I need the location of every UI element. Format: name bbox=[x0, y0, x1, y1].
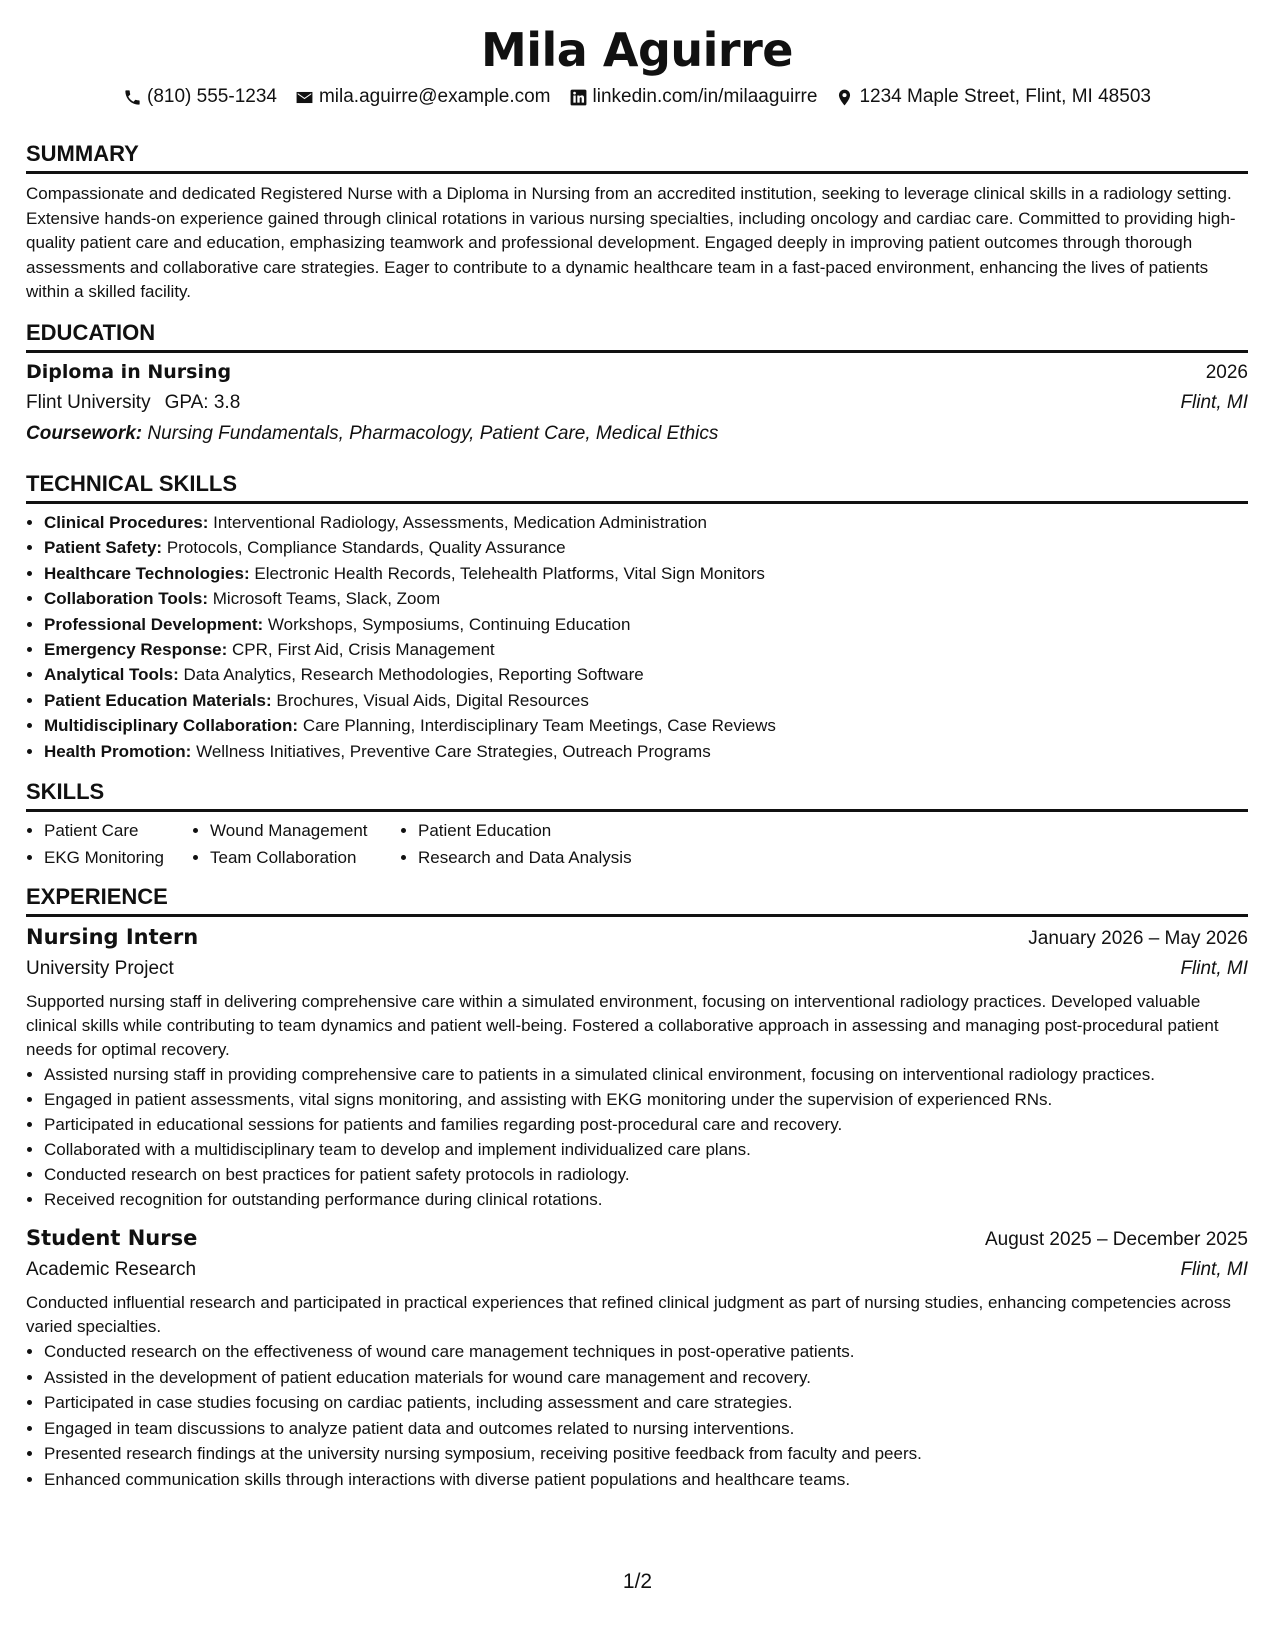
school-location: Flint, MI bbox=[1180, 391, 1248, 413]
skill-item: • Team Collaboration bbox=[210, 845, 400, 872]
resume-page bbox=[26, 18, 1248, 1492]
skills-column-3 bbox=[400, 818, 632, 871]
summary-text: Compassionate and dedicated Registered Nurse with a Diploma in Nursing from an accredited institution, seeking to leverage clinical skills in a radiology setting. Extensive hands-on experience gained through clinical rotations in various nursing specialties, including oncology and cardiac care. Committed to providing high-quality patient care and education, emphasizing teamwork and professional development. Engaged deeply in improving patient outcomes through thorough assessments and collaborative care strategies. Eager to contribute to a dynamic healthcare team in a fast-paced environment, enhancing the lives of patients within a skilled facility. bbox=[26, 184, 1236, 302]
summary-heading: SUMMARY bbox=[26, 140, 1248, 174]
contact-address bbox=[835, 86, 1151, 108]
education-section bbox=[26, 319, 1248, 450]
coursework-list: Nursing Fundamentals, Pharmacology, Patient Care, Medical Ethics bbox=[147, 422, 719, 444]
list-item: • Collaborated with a multidisciplinary team to develop and implement individualized care plans. bbox=[44, 1137, 1248, 1162]
job-entry-1 bbox=[26, 921, 1248, 1212]
technical-skills-heading: TECHNICAL SKILLS bbox=[26, 470, 1248, 504]
skills-column-1 bbox=[26, 818, 192, 871]
skill-item: • Patient Care bbox=[44, 818, 192, 845]
contact-email[interactable] bbox=[295, 86, 551, 108]
job-title: Nursing Intern bbox=[26, 925, 199, 950]
list-item: • Multidisciplinary Collaboration: Care Planning, Interdisciplinary Team Meetings, Case Reviews bbox=[44, 713, 1248, 738]
education-heading: EDUCATION bbox=[26, 319, 1248, 353]
list-item: • Presented research findings at the university nursing symposium, receiving positive feedback from faculty and peers. bbox=[44, 1441, 1248, 1467]
contact-bar bbox=[26, 84, 1248, 110]
skill-item: • EKG Monitoring bbox=[44, 845, 192, 872]
list-item: • Clinical Procedures: Interventional Radiology, Assessments, Medication Administration bbox=[44, 510, 1248, 535]
linkedin-icon bbox=[569, 88, 588, 107]
summary-section bbox=[26, 140, 1248, 305]
list-item: • Patient Education Materials: Brochures, Visual Aids, Digital Resources bbox=[44, 688, 1248, 713]
envelope-icon bbox=[295, 88, 314, 107]
list-item: • Collaboration Tools: Microsoft Teams, Slack, Zoom bbox=[44, 586, 1248, 611]
job-dates: August 2025 – December 2025 bbox=[984, 1229, 1248, 1251]
technical-skills-list bbox=[26, 510, 1248, 764]
skills-grid bbox=[26, 818, 1248, 871]
job-organization: Academic Research bbox=[26, 1259, 197, 1281]
skill-item: • Research and Data Analysis bbox=[418, 845, 632, 872]
skills-column-2 bbox=[192, 818, 400, 871]
list-item: • Assisted in the development of patient education materials for wound care management and recovery. bbox=[44, 1365, 1248, 1391]
list-item: • Engaged in patient assessments, vital signs monitoring, and assisting with EKG monitoring under the supervision of experienced RNs. bbox=[44, 1087, 1248, 1112]
job-entry-2 bbox=[26, 1222, 1248, 1492]
job-location: Flint, MI bbox=[1180, 1259, 1248, 1281]
linkedin-text: linkedin.com/in/milaaguirre bbox=[592, 86, 818, 107]
contact-linkedin[interactable] bbox=[569, 86, 818, 108]
map-pin-icon bbox=[835, 88, 854, 107]
list-item: • Health Promotion: Wellness Initiatives, Preventive Care Strategies, Outreach Programs bbox=[44, 739, 1248, 764]
list-item: • Emergency Response: CPR, First Aid, Crisis Management bbox=[44, 637, 1248, 662]
job-location: Flint, MI bbox=[1180, 958, 1248, 980]
list-item: • Professional Development: Workshops, Symposiums, Continuing Education bbox=[44, 612, 1248, 637]
job-description: Conducted influential research and participated in practical experiences that refined clinical judgment as part of nursing studies, enhancing competencies across varied specialties. bbox=[26, 1293, 1231, 1337]
school-name: Flint University bbox=[26, 391, 151, 413]
list-item: • Engaged in team discussions to analyze patient data and outcomes related to nursing interventions. bbox=[44, 1416, 1248, 1442]
job-bullets bbox=[26, 1339, 1248, 1492]
skill-item: • Wound Management bbox=[210, 818, 400, 845]
list-item: • Enhanced communication skills through interactions with diverse patient populations and healthcare teams. bbox=[44, 1467, 1248, 1493]
list-item: • Participated in educational sessions for patients and families regarding post-procedural care and recovery. bbox=[44, 1112, 1248, 1137]
job-description: Supported nursing staff in delivering comprehensive care within a simulated environment, focusing on interventional radiology practices. Developed valuable clinical skills while contributing to team dynamics and patient well-being. Fostered a collaborative approach in assessing and managing post-procedural patient needs for optimal recovery. bbox=[26, 992, 1219, 1060]
technical-skills-section bbox=[26, 470, 1248, 764]
phone-icon bbox=[123, 88, 142, 107]
list-item: • Assisted nursing staff in providing comprehensive care to patients in a simulated clinical environment, focusing on interventional radiology practices. bbox=[44, 1062, 1248, 1087]
page-number: 1/2 bbox=[622, 1570, 653, 1593]
degree: Diploma in Nursing bbox=[26, 360, 232, 383]
phone-text: (810) 555-1234 bbox=[147, 86, 277, 107]
skills-heading: SKILLS bbox=[26, 778, 1248, 812]
list-item: • Patient Safety: Protocols, Compliance Standards, Quality Assurance bbox=[44, 535, 1248, 560]
job-organization: University Project bbox=[26, 958, 174, 980]
experience-section bbox=[26, 883, 1248, 1492]
job-dates: January 2026 – May 2026 bbox=[1028, 928, 1248, 950]
coursework-label: Coursework: bbox=[26, 422, 143, 444]
list-item: • Conducted research on the effectiveness of wound care management techniques in post-operative patients. bbox=[44, 1339, 1248, 1365]
skills-section bbox=[26, 778, 1248, 871]
list-item: • Healthcare Technologies: Electronic Health Records, Telehealth Platforms, Vital Sign Monitors bbox=[44, 561, 1248, 586]
list-item: • Participated in case studies focusing on cardiac patients, including assessment and care strategies. bbox=[44, 1390, 1248, 1416]
job-bullets bbox=[26, 1062, 1248, 1212]
experience-heading: EXPERIENCE bbox=[26, 883, 1248, 917]
list-item: • Analytical Tools: Data Analytics, Research Methodologies, Reporting Software bbox=[44, 662, 1248, 687]
skill-item: • Patient Education bbox=[418, 818, 632, 845]
coursework bbox=[26, 418, 1248, 450]
contact-phone[interactable] bbox=[123, 86, 277, 108]
address-text: 1234 Maple Street, Flint, MI 48503 bbox=[859, 86, 1151, 107]
email-text: mila.aguirre@example.com bbox=[318, 86, 551, 107]
candidate-name: Mila Aguirre bbox=[481, 23, 793, 77]
job-title: Student Nurse bbox=[26, 1226, 198, 1251]
list-item: • Conducted research on best practices for patient safety protocols in radiology. bbox=[44, 1162, 1248, 1187]
list-item: • Received recognition for outstanding performance during clinical rotations. bbox=[44, 1187, 1248, 1212]
gpa: GPA: 3.8 bbox=[164, 391, 241, 413]
graduation-year: 2026 bbox=[1205, 361, 1248, 383]
